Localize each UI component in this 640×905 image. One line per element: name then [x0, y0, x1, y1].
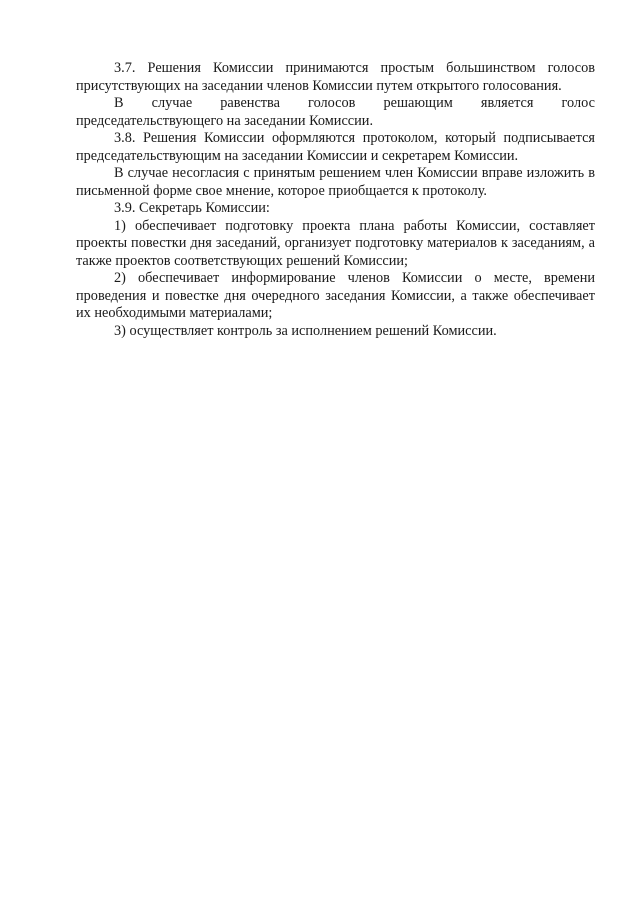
list-item-3: 3) осуществляет контроль за исполнением решений Комиссии. [114, 322, 497, 339]
paragraph-3-8-dissent: В случае несогласия с принятым решением член Комиссии вправе изложить в письменной форме свое мнение, которое приобщается к протоколу. [76, 165, 595, 199]
document-body [76, 60, 595, 340]
paragraph-3-9-heading: 3.9. Секретарь Комиссии: [114, 200, 270, 216]
paragraph-3-7-tie-vote: В случае равенства голосов решающим является голос председательствующего на заседании Комиссии. [76, 95, 595, 129]
paragraph-3-8: 3.8. Решения Комиссии оформляются протоколом, который подписывается председательствующим на заседании Комиссии и секретарем Комиссии. [76, 130, 595, 164]
list-item-1: 1) обеспечивает подготовку проекта плана работы Комиссии, составляет проекты повестки дня заседаний, организует подготовку материалов к заседаниям, а также проектов соответствующих решений Комиссии; [76, 217, 595, 269]
list-item-2: 2) обеспечивает информирование членов Комиссии о месте, времени проведения и повестке дня очередного заседания Комиссии, а также обеспечивает их необходимыми материалами; [76, 270, 595, 321]
paragraph-3-7: 3.7. Решения Комиссии принимаются простым большинством голосов присутствующих на заседании членов Комиссии путем открытого голосования. [76, 60, 595, 94]
